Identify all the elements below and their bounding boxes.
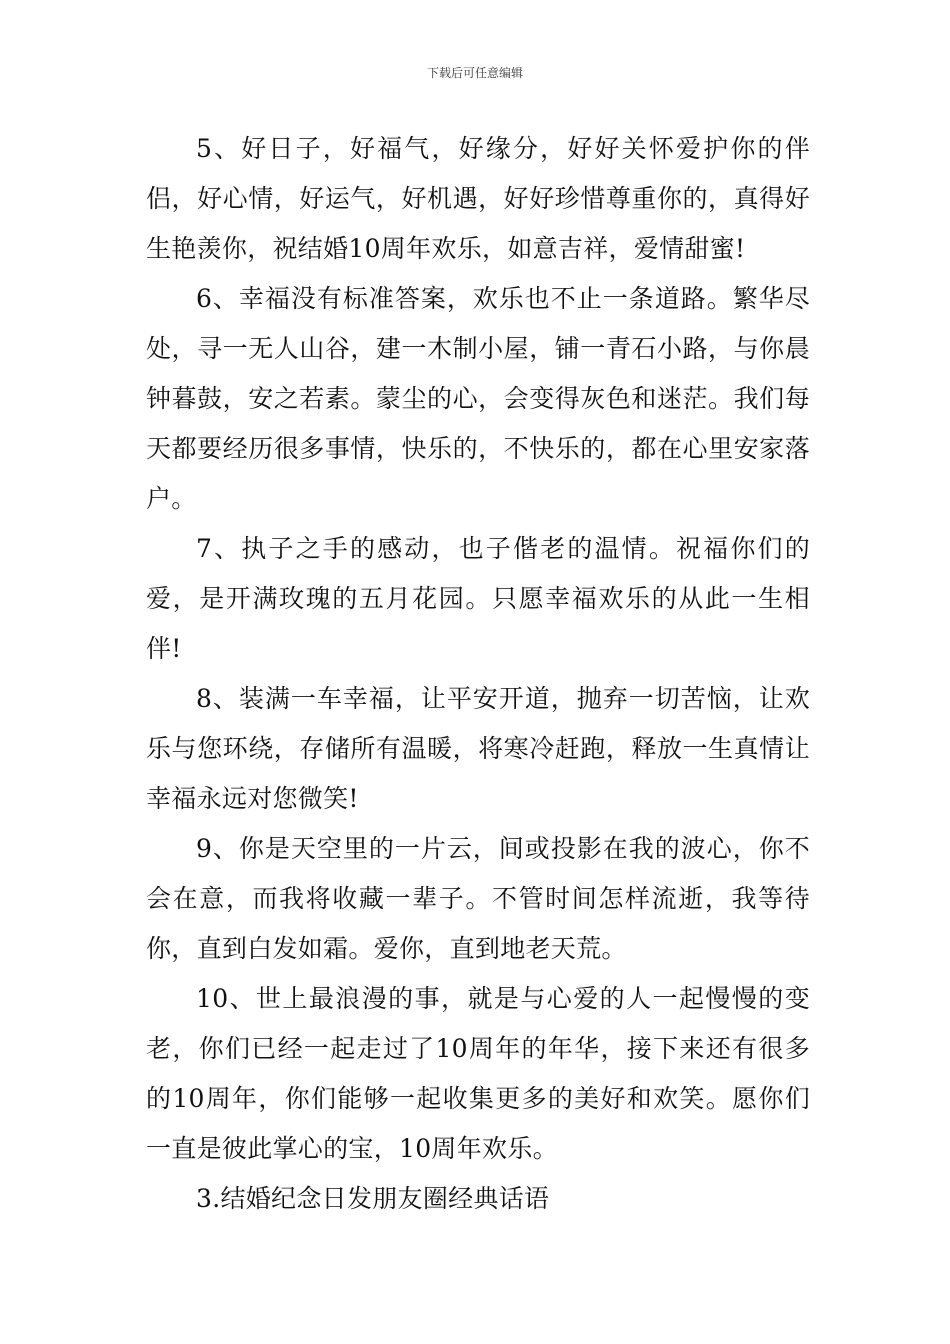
- document-body: [146, 124, 810, 1224]
- section-heading: 3.结婚纪念日发朋友圈经典话语: [196, 1184, 550, 1213]
- paragraph-7: 7、执子之手的感动，也子偕老的温情。祝福你们的爱，是开满玫瑰的五月花园。只愿幸福欢乐的从此一生相伴!: [146, 534, 810, 663]
- paragraph-8: 8、装满一车幸福，让平安开道，抛弃一切苦恼，让欢乐与您环绕，存储所有温暖，将寒冷赶跑，释放一生真情让幸福永远对您微笑!: [146, 684, 810, 813]
- paragraph-6: 6、幸福没有标准答案，欢乐也不止一条道路。繁华尽处，寻一无人山谷，建一木制小屋，铺一青石小路，与你晨钟暮鼓，安之若素。蒙尘的心，会变得灰色和迷茫。我们每天都要经历很多事情，快乐的，不快乐的，都在心里安家落户。: [146, 284, 810, 513]
- paragraph-10: 10、世上最浪漫的事，就是与心爱的人一起慢慢的变老，你们已经一起走过了10周年的年华，接下来还有很多的10周年，你们能够一起收集更多的美好和欢笑。愿你们一直是彼此掌心的宝，10周年欢乐。: [146, 984, 810, 1163]
- paragraph-5: 5、好日子，好福气，好缘分，好好关怀爱护你的伴侣，好心情，好运气，好机遇，好好珍惜尊重你的，真得好生艳羡你，祝结婚10周年欢乐，如意吉祥，爱情甜蜜!: [146, 134, 810, 263]
- paragraph-9: 9、你是天空里的一片云，间或投影在我的波心，你不会在意，而我将收藏一辈子。不管时间怎样流逝，我等待你，直到白发如霜。爱你，直到地老天荒。: [146, 834, 810, 963]
- page-header: 下载后可任意编辑: [426, 66, 523, 80]
